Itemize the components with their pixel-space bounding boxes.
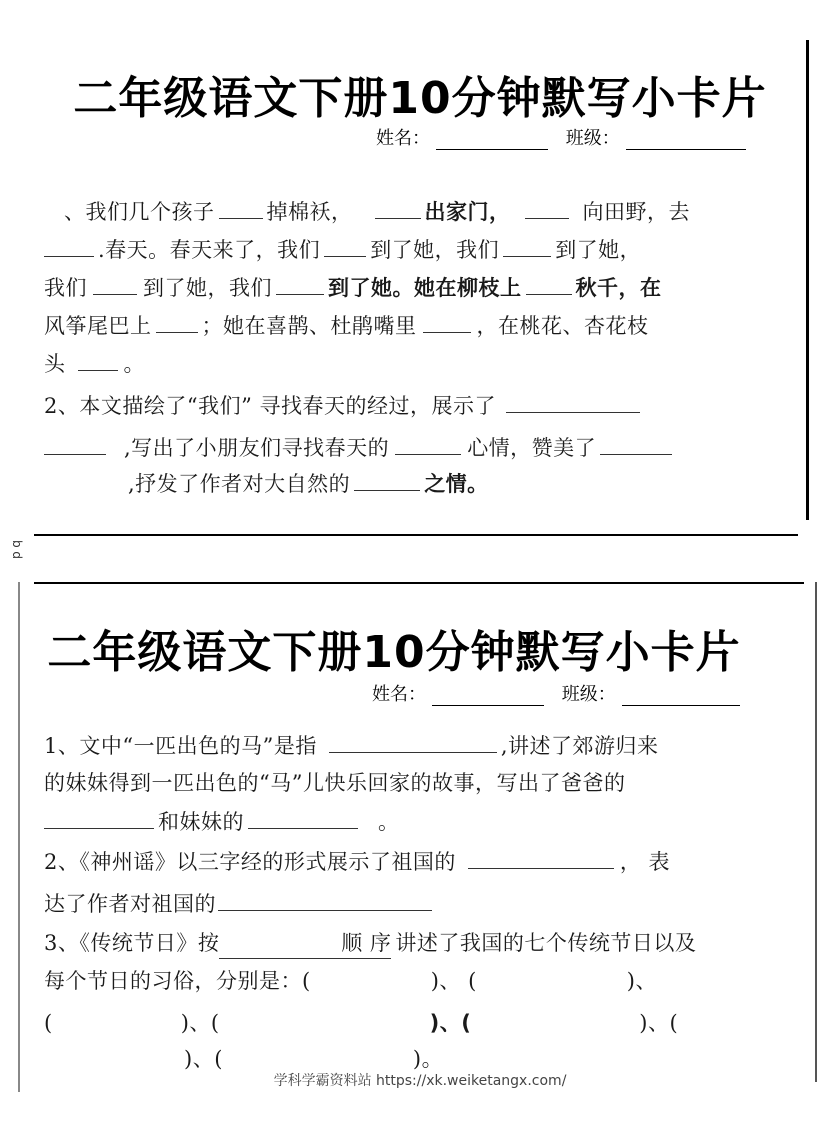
blank[interactable]	[423, 310, 471, 333]
footer-watermark: 学科学霸资料站 https://xk.weiketangx.com/	[273, 1073, 567, 1089]
card2-line-7: 每个节日的习俗，分别是：( )、 ( )、	[44, 969, 657, 993]
blank[interactable]	[219, 196, 263, 219]
blank[interactable]	[526, 272, 572, 295]
blank[interactable]	[525, 196, 569, 219]
name-label: 姓名：	[372, 684, 426, 705]
blank[interactable]	[44, 234, 94, 257]
name-label: 姓名：	[376, 128, 430, 149]
card2-line-2: 的妹妹得到一匹出色的“马”儿快乐回家的故事，写出了爸爸的	[44, 771, 626, 795]
class-field[interactable]	[622, 687, 740, 706]
blank[interactable]	[506, 390, 640, 413]
card1-line-3: 我们 到了她，我们 到了她。她在柳枝上 秋千，在	[44, 272, 662, 303]
card1-title: 二年级语文下册10分钟默写小卡片	[73, 73, 767, 124]
blank[interactable]	[248, 806, 358, 829]
blank[interactable]	[276, 272, 324, 295]
blank[interactable]	[93, 272, 137, 295]
card2-name-row	[372, 680, 752, 706]
blank[interactable]	[468, 846, 614, 869]
blank[interactable]	[324, 234, 366, 257]
card2-title: 二年级语文下册10分钟默写小卡片	[47, 627, 741, 678]
blank[interactable]	[218, 888, 432, 911]
filled-answer: 顺 序	[219, 928, 391, 959]
card1-right-border	[806, 40, 809, 520]
blank[interactable]	[156, 310, 198, 333]
blank[interactable]	[329, 730, 497, 753]
card2-line-1: 1、文中“一匹出色的马”是指 ,讲述了郊游归来	[44, 730, 659, 761]
card1-name-row	[376, 124, 758, 150]
cut-line-1	[34, 534, 798, 536]
card1-line-5: 头 。	[44, 348, 145, 379]
name-field[interactable]	[436, 131, 548, 150]
card1-line-2: .春天。春天来了，我们 到了她，我们 到了她，	[44, 234, 641, 265]
card1-line-4: 风筝尾巴上 ；她在喜鹊、杜鹃嘴里 ，在桃花、杏花枝	[44, 310, 649, 341]
card2-line-3: 和妹妹的 。	[44, 806, 400, 837]
blank[interactable]	[354, 468, 420, 491]
card1-line-7: ,写出了小朋友们寻找春天的 心情，赞美了	[44, 432, 672, 463]
blank[interactable]	[395, 432, 461, 455]
blank[interactable]	[44, 432, 106, 455]
card2-line-4: 2、《神州谣》以三字经的形式展示了祖国的 ， 表	[44, 846, 670, 877]
name-field[interactable]	[432, 687, 544, 706]
card2-line-8: ( )、( )、( )、(	[44, 1011, 679, 1035]
card2-line-5: 达了作者对祖国的	[44, 888, 432, 919]
card1-line-8: ,抒发了作者对大自然的 之情。	[128, 468, 489, 499]
card2-right-border	[815, 582, 817, 1082]
side-text: b d	[10, 540, 24, 560]
blank[interactable]	[375, 196, 421, 219]
blank[interactable]	[78, 348, 118, 371]
cut-line-2	[34, 582, 804, 584]
blank[interactable]	[44, 806, 154, 829]
class-field[interactable]	[626, 131, 746, 150]
blank[interactable]	[600, 432, 672, 455]
card2-line-9: )、( )。	[184, 1047, 444, 1071]
card2-line-6: 3、《传统节日》按 顺 序 讲述了我国的七个传统节日以及	[44, 928, 696, 959]
blank[interactable]	[503, 234, 551, 257]
card1-line-1: 、我们几个孩子 掉棉袄， 出家门， 向田野，去	[64, 196, 690, 227]
class-label: 班级：	[565, 128, 620, 149]
card1-line-6: 2、本文描绘了“我们” 寻找春天的经过，展示了	[44, 390, 640, 421]
class-label: 班级：	[561, 684, 616, 705]
